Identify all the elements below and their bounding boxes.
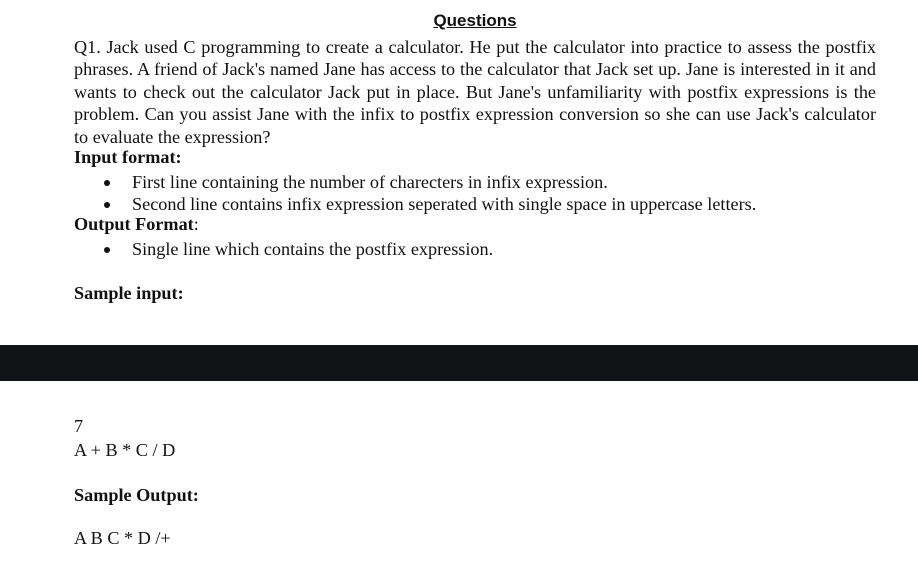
output-format-list xyxy=(74,238,493,260)
bullet-icon xyxy=(104,180,110,186)
list-item xyxy=(74,171,756,193)
sample-output-heading: Sample Output: xyxy=(74,485,199,505)
page-title: Questions xyxy=(433,11,517,30)
sample-input-heading: Sample input: xyxy=(74,283,184,303)
bullet-icon xyxy=(104,202,110,208)
bullet-icon xyxy=(104,247,110,253)
list-item-text: Second line contains infix expression seperated with single space in uppercase letters. xyxy=(132,194,757,215)
list-item-text: First line containing the number of charecters in infix expression. xyxy=(132,172,608,192)
output-format-colon: : xyxy=(193,214,199,234)
output-format-heading-text: Output Format xyxy=(74,214,194,234)
list-item xyxy=(74,193,756,215)
list-item-text: Single line which contains the postfix expression. xyxy=(132,239,494,259)
sample-input-line: 7 xyxy=(74,416,84,436)
sample-input-line: A + B * C / D xyxy=(74,440,176,460)
sample-output-line: A B C * D /+ xyxy=(74,528,171,548)
input-format-heading: Input format: xyxy=(74,147,182,167)
input-format-list xyxy=(74,171,756,216)
list-item xyxy=(74,238,493,260)
dark-divider-band xyxy=(0,345,918,381)
output-format-heading xyxy=(74,214,199,235)
question-text: Q1. Jack used C programming to create a calculator. He put the calculator into practice to assess the postfix phrases. A friend of Jack's named Jane has access to the calculator that Jack set up. Jane is interested in it and wants to check out the calculator Jack put in place. But Jane's unfamiliarity with postfix expressions is the problem. Can you assist Jane with the infix to postfix expression conversion so she can use Jack's calculator to evaluate the expression? xyxy=(74,37,876,147)
